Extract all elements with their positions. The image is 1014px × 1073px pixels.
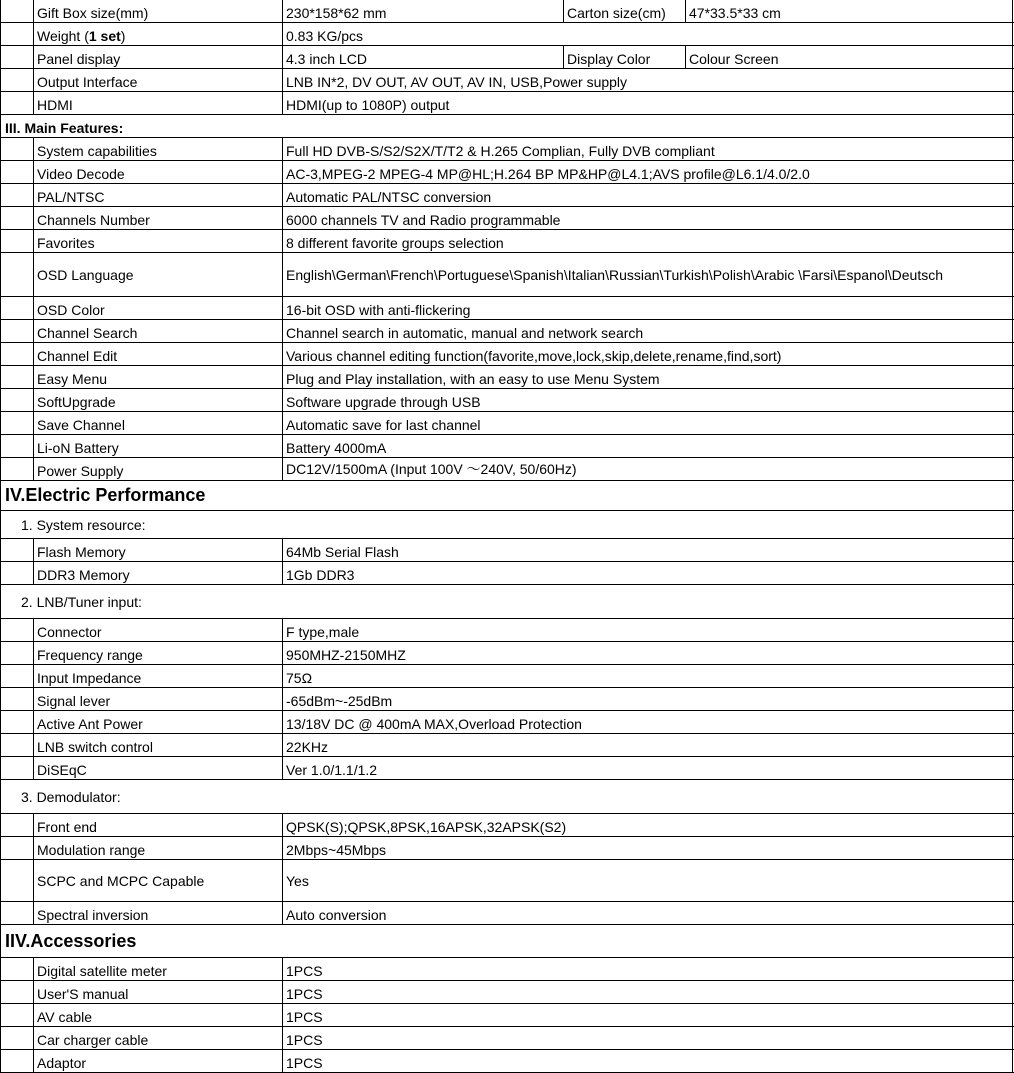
spec-row: [0, 138, 1014, 161]
spec-value: Plug and Play installation, with an easy to use Menu System: [282, 366, 1013, 388]
spec-label: Digital satellite meter: [33, 958, 282, 980]
spec-row: [0, 320, 1014, 343]
spec-label: Channel Edit: [33, 343, 282, 365]
spec-row: [0, 161, 1014, 184]
spec-value: 1PCS: [282, 1027, 1013, 1049]
spec-value: 950MHZ-2150MHZ: [282, 642, 1013, 664]
spec-row: [0, 619, 1014, 642]
spec-label: Flash Memory: [33, 539, 282, 561]
spec-value: Auto conversion: [282, 902, 1013, 924]
spec-row: [0, 253, 1014, 297]
spec-value: HDMI(up to 1080P) output: [282, 92, 1013, 114]
spec-row: [0, 981, 1014, 1004]
spec-label: Display Color: [563, 46, 685, 68]
spec-label: OSD Language: [33, 253, 282, 296]
subsection-lnb: [0, 585, 1014, 619]
spec-label: OSD Color: [33, 297, 282, 319]
spec-row: [0, 902, 1014, 925]
spec-value: LNB IN*2, DV OUT, AV OUT, AV IN, USB,Power supply: [282, 69, 1013, 91]
spec-value: Yes: [282, 860, 1013, 901]
spec-label: Gift Box size(mm): [33, 0, 282, 22]
spec-value: 4.3 inch LCD: [282, 46, 563, 68]
spec-value: 1PCS: [282, 1050, 1013, 1072]
spec-row: [0, 343, 1014, 366]
spec-label: SCPC and MCPC Capable: [33, 860, 282, 901]
spec-row-panel: [0, 46, 1014, 69]
spec-value: -65dBm~-25dBm: [282, 688, 1013, 710]
spec-value: 16-bit OSD with anti-flickering: [282, 297, 1013, 319]
spec-value: 0.83 KG/pcs: [282, 23, 1013, 45]
system-resource-list: [0, 539, 1014, 585]
spec-row: [0, 665, 1014, 688]
spec-value: 75Ω: [282, 665, 1013, 687]
spec-row: [0, 389, 1014, 412]
spec-row: [0, 458, 1014, 481]
spec-label: Signal lever: [33, 688, 282, 710]
spec-row-output: [0, 69, 1014, 92]
spec-label: Input Impedance: [33, 665, 282, 687]
spec-row: [0, 642, 1014, 665]
spec-row: [0, 757, 1014, 780]
spec-label: Channels Number: [33, 207, 282, 229]
spec-label: Save Channel: [33, 412, 282, 434]
spec-label: Li-oN Battery: [33, 435, 282, 457]
spec-label: Spectral inversion: [33, 902, 282, 924]
main-features-list: [0, 138, 1014, 481]
spec-row-hdmi: [0, 92, 1014, 115]
spec-row-weight: [0, 23, 1014, 46]
spec-label: AV cable: [33, 1004, 282, 1026]
subsection-title: 1. System resource:: [0, 511, 1013, 538]
spec-row: [0, 207, 1014, 230]
section-title: IV.Electric Performance: [0, 481, 1013, 510]
lnb-list: [0, 619, 1014, 780]
spec-value: 1PCS: [282, 1004, 1013, 1026]
spec-label: Weight ( 1 set ): [33, 23, 282, 45]
spec-label: DDR3 Memory: [33, 562, 282, 584]
spec-row: [0, 688, 1014, 711]
section-title: IIV.Accessories: [0, 925, 1013, 957]
spec-value: Ver 1.0/1.1/1.2: [282, 757, 1013, 779]
spec-label: Carton size(cm): [563, 0, 685, 22]
spec-label: DiSEqC: [33, 757, 282, 779]
spec-label: System capabilities: [33, 138, 282, 160]
spec-label: Video Decode: [33, 161, 282, 183]
spec-row: [0, 958, 1014, 981]
spec-row: [0, 1004, 1014, 1027]
spec-value: Automatic save for last channel: [282, 412, 1013, 434]
spec-label: Panel display: [33, 46, 282, 68]
spec-label: SoftUpgrade: [33, 389, 282, 411]
spec-value: Software upgrade through USB: [282, 389, 1013, 411]
spec-value: 1PCS: [282, 981, 1013, 1003]
spec-label: Power Supply: [33, 458, 282, 480]
subsection-system-resource: [0, 511, 1014, 539]
spec-label: Channel Search: [33, 320, 282, 342]
spec-value: DC12V/1500mA (Input 100V ～240V, 50/60Hz): [282, 458, 1013, 480]
spec-label: Adaptor: [33, 1050, 282, 1072]
spec-label: Easy Menu: [33, 366, 282, 388]
spec-row: [0, 562, 1014, 585]
spec-row: [0, 366, 1014, 389]
spec-value: English\German\French\Portuguese\Spanish\Italian\Russian\Turkish\Polish\Arabic \Farsi\Espanol\Deutsch: [282, 253, 1013, 296]
spec-value: 22KHz: [282, 734, 1013, 756]
spec-row: [0, 297, 1014, 320]
section-header-accessories: [0, 925, 1014, 958]
subsection-demodulator: [0, 780, 1014, 814]
spec-label: Output Interface: [33, 69, 282, 91]
spec-label: Frequency range: [33, 642, 282, 664]
spec-value: 1PCS: [282, 958, 1013, 980]
section-title: III. Main Features:: [0, 115, 1013, 137]
section-header-main-features: [0, 115, 1014, 138]
subsection-title: 3. Demodulator:: [0, 780, 1013, 813]
spec-label: PAL/NTSC: [33, 184, 282, 206]
spec-row: [0, 539, 1014, 562]
spec-value: 230*158*62 mm: [282, 0, 563, 22]
spec-row: [0, 814, 1014, 837]
spec-label: Modulation range: [33, 837, 282, 859]
spec-value: Full HD DVB-S/S2/S2X/T/T2 & H.265 Complian, Fully DVB compliant: [282, 138, 1013, 160]
spec-value: AC-3,MPEG-2 MPEG-4 MP@HL;H.264 BP MP&HP@L4.1;AVS profile@L6.1/4.0/2.0: [282, 161, 1013, 183]
spec-row: [0, 837, 1014, 860]
spec-row: [0, 1050, 1014, 1073]
spec-row: [0, 184, 1014, 207]
spec-value: 8 different favorite groups selection: [282, 230, 1013, 252]
spec-row: [0, 734, 1014, 757]
spec-value: 1Gb DDR3: [282, 562, 1013, 584]
spec-value: 64Mb Serial Flash: [282, 539, 1013, 561]
spec-label: Connector: [33, 619, 282, 641]
spec-label: Front end: [33, 814, 282, 836]
demodulator-list: [0, 814, 1014, 925]
accessories-list: [0, 958, 1014, 1073]
spec-label: Car charger cable: [33, 1027, 282, 1049]
spec-value: Battery 4000mA: [282, 435, 1013, 457]
spec-row-gift-box: [0, 0, 1014, 23]
spec-value: 47*33.5*33 cm: [685, 0, 1013, 22]
spec-value: 6000 channels TV and Radio programmable: [282, 207, 1013, 229]
spec-value: 13/18V DC @ 400mA MAX,Overload Protection: [282, 711, 1013, 733]
spec-value: QPSK(S);QPSK,8PSK,16APSK,32APSK(S2): [282, 814, 1013, 836]
spec-row: [0, 230, 1014, 253]
spec-value: Colour Screen: [685, 46, 1013, 68]
section-header-electric: [0, 481, 1014, 511]
spec-label: HDMI: [33, 92, 282, 114]
spec-label: Active Ant Power: [33, 711, 282, 733]
spec-value: Various channel editing function(favorite,move,lock,skip,delete,rename,find,sort): [282, 343, 1013, 365]
spec-label: User'S manual: [33, 981, 282, 1003]
spec-row: [0, 435, 1014, 458]
subsection-title: 2. LNB/Tuner input:: [0, 585, 1013, 618]
spec-value: Channel search in automatic, manual and network search: [282, 320, 1013, 342]
spec-value: F type,male: [282, 619, 1013, 641]
spec-row: [0, 711, 1014, 734]
spec-label: Favorites: [33, 230, 282, 252]
spec-value: Automatic PAL/NTSC conversion: [282, 184, 1013, 206]
spec-label: LNB switch control: [33, 734, 282, 756]
spec-row: [0, 412, 1014, 435]
spec-row: [0, 860, 1014, 902]
spec-value: 2Mbps~45Mbps: [282, 837, 1013, 859]
spec-row: [0, 1027, 1014, 1050]
